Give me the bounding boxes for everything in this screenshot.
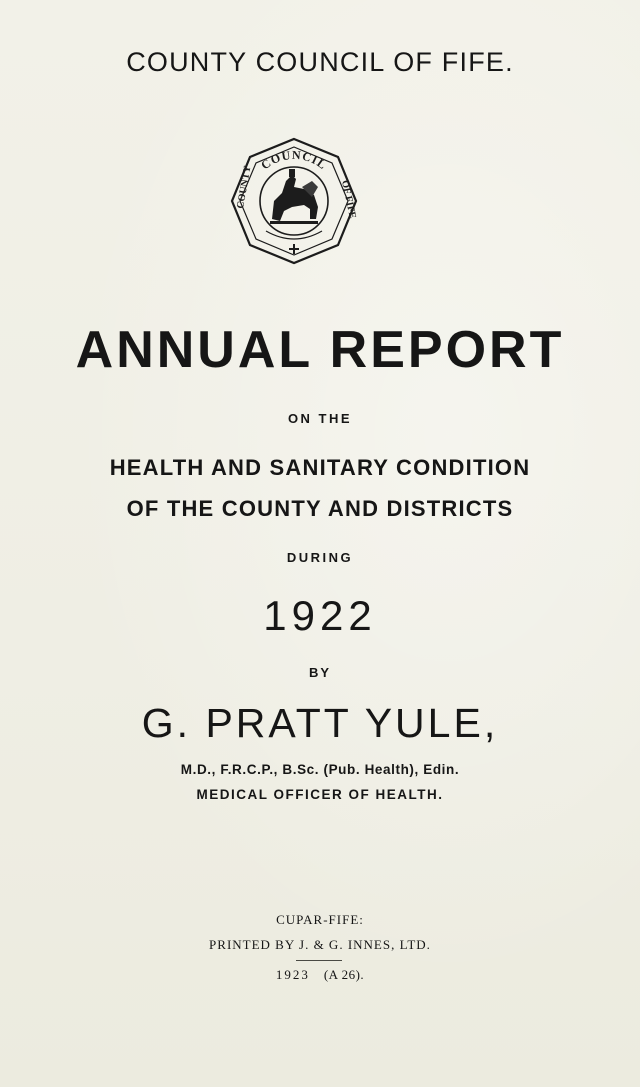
- knight-icon: [270, 169, 318, 224]
- author-office: MEDICAL OFFICER OF HEALTH.: [196, 787, 444, 802]
- subject-line-1: HEALTH AND SANITARY CONDITION: [109, 455, 531, 480]
- report-year: 1922: [263, 592, 377, 639]
- subject-line-2: OF THE COUNTY AND DISTRICTS: [126, 496, 514, 521]
- imprint-line: [0, 967, 640, 983]
- seal-arc-text: COUNCIL: [258, 147, 330, 173]
- by-label: BY: [308, 665, 332, 680]
- printer-place: CUPAR-FIFE:: [276, 912, 364, 927]
- council-heading: COUNTY COUNCIL OF FIFE.: [126, 47, 514, 77]
- report-title: ANNUAL REPORT: [75, 321, 565, 379]
- imprint-code: (A 26).: [323, 967, 365, 982]
- during-label: DURING: [286, 550, 354, 565]
- printer-name: PRINTED BY J. & G. INNES, LTD.: [209, 937, 431, 952]
- seal-right-text: OF FIFE: [339, 179, 358, 220]
- author-name: G. PRATT YULE,: [141, 700, 499, 746]
- seal-left-text: COUNTY: [235, 164, 254, 210]
- imprint-year: 1923: [275, 967, 310, 982]
- county-seal-icon: [226, 135, 362, 271]
- on-the-label: ON THE: [287, 411, 353, 426]
- svg-text:COUNCIL: [258, 148, 329, 173]
- author-credentials: M.D., F.R.C.P., B.Sc. (Pub. Health), Edin.: [180, 762, 460, 777]
- imprint-divider: [296, 960, 342, 961]
